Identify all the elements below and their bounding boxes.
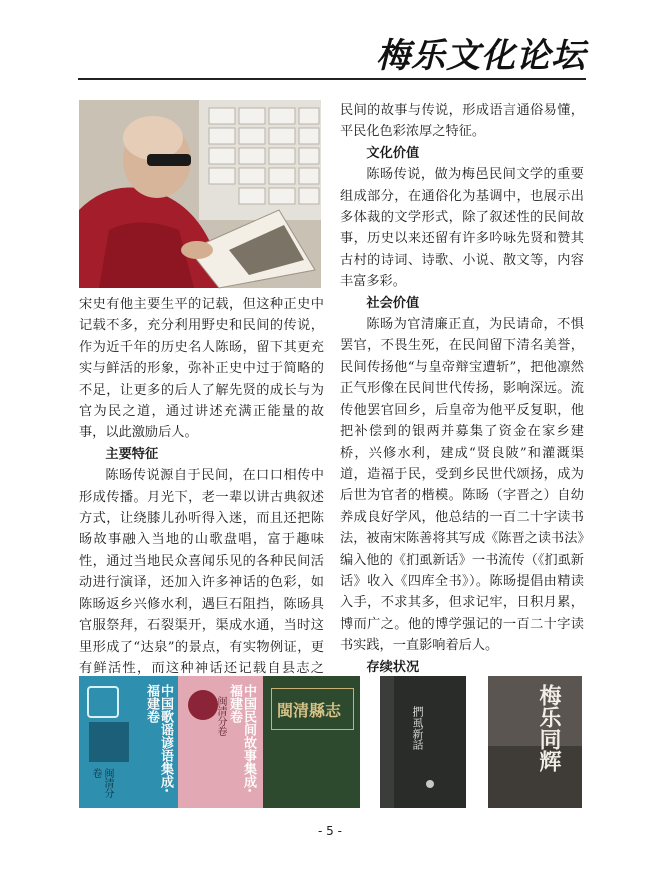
left-text-column [79,294,324,701]
paragraph: 陈旸传说，做为梅邑民间文学的重要组成部分，在通俗化为基调中，也展示出多体裁的文学形式，除了叙述性的民间故事，历史以来还留有许多吟咏先贤和赞其古村的诗词、诗歌、小说、散文等，内容丰富多彩。 [340,167,584,290]
book-title: 中国歌谣谚语集成·福建卷 [144,684,173,793]
paragraph: 民间的故事与传说，形成语言通俗易懂，平民化色彩浓厚之特征。 [340,103,584,140]
section-heading-preservation-status: 存续状况 [366,659,420,675]
photo-illustration [79,100,321,288]
section-heading-main-features: 主要特征 [105,446,159,462]
book-subtitle: 闽清分卷 [215,696,226,736]
paragraph: 陈旸传说源自于民间，在口口相传中形成传播。月光下，老一辈以讲古典叙述方式，让绕膝儿孙听得入迷，而且还把陈旸故事融入当地的山歌盘唱，富于趣味性，通过当地民众喜闻乐见的各种民间活动进行演译，还加入许多神话的色彩，如陈旸返乡兴修水利，遇巨石阻挡，陈旸具官服祭拜，石裂渠开，渠成水通，当时这里形成了“达泉”的景点，有实物例证，更有鲜活性，而这种神话还记载自县志之 [79,468,324,676]
book-cover-menshi-xinhua [380,676,466,808]
paragraph: 陈旸为官清廉正直，为民请命，不惧罢官，不畏生死，在民间留下清名美誉，民间传扬他“与皇帝辩宝遭斩”，把他凛然正气形像在民间世代传扬，影响深远。流传他罢官回乡，后皇帝为他平反复职，他把补偿到的银两并募集了资金在家乡建桥，兴修水利，建成“贤良陂”和灌溉渠道，造福于民，受到乡民世代颂扬，成为后世为官者的楷模。陈旸（字晋之）自幼养成良好学风，他总结的一百二十字读书法，被南宋陈善将其写成《陈晋之读书法》编入他的《扪虱新话》一书流传（《扪虱新话》收入《四库全书》）。陈旸提倡由精读入手，不求其多，但求记牢，日积月累，博而广之。他的博学强记的一百二十字读书实践，一直影响着后人。 [340,317,584,654]
book-cover-county-gazetteer [263,676,360,808]
paragraph: 宋史有他主要生平的记载，但这种正史中记载不多，充分利用野史和民间的传说，作为近千年的历史名人陈旸，留下其更充实与鲜活的形象，弥补正史中过于简略的不足，让更多的后人了解先贤的成长与为官为民之道，通过讲述充满正能量的故事，以此激励后人。 [79,297,324,441]
book-title: 閩清縣志 [277,701,342,720]
book-title: 梅乐同辉 [536,684,562,772]
elder-reading-photo [79,100,321,288]
book-subtitle: 闽清分卷 [90,768,113,798]
strip-gap [360,676,380,808]
right-text-column [340,100,584,699]
section-heading-social-value: 社会价值 [366,295,420,311]
masthead-title: 梅乐文化论坛 [376,36,586,76]
book-title: 捫虱新話 [411,706,424,750]
page-number: - 5 - [318,824,342,838]
strip-gap [466,676,488,808]
header-rule [78,78,586,80]
section-heading-cultural-value: 文化价值 [366,145,420,161]
book-cover-folk-songs [79,676,178,808]
book-cover-meile-tonghui [488,676,582,808]
book-cover-folk-stories [178,676,263,808]
book-title: 中国民间故事集成·福建卷 [227,684,256,793]
